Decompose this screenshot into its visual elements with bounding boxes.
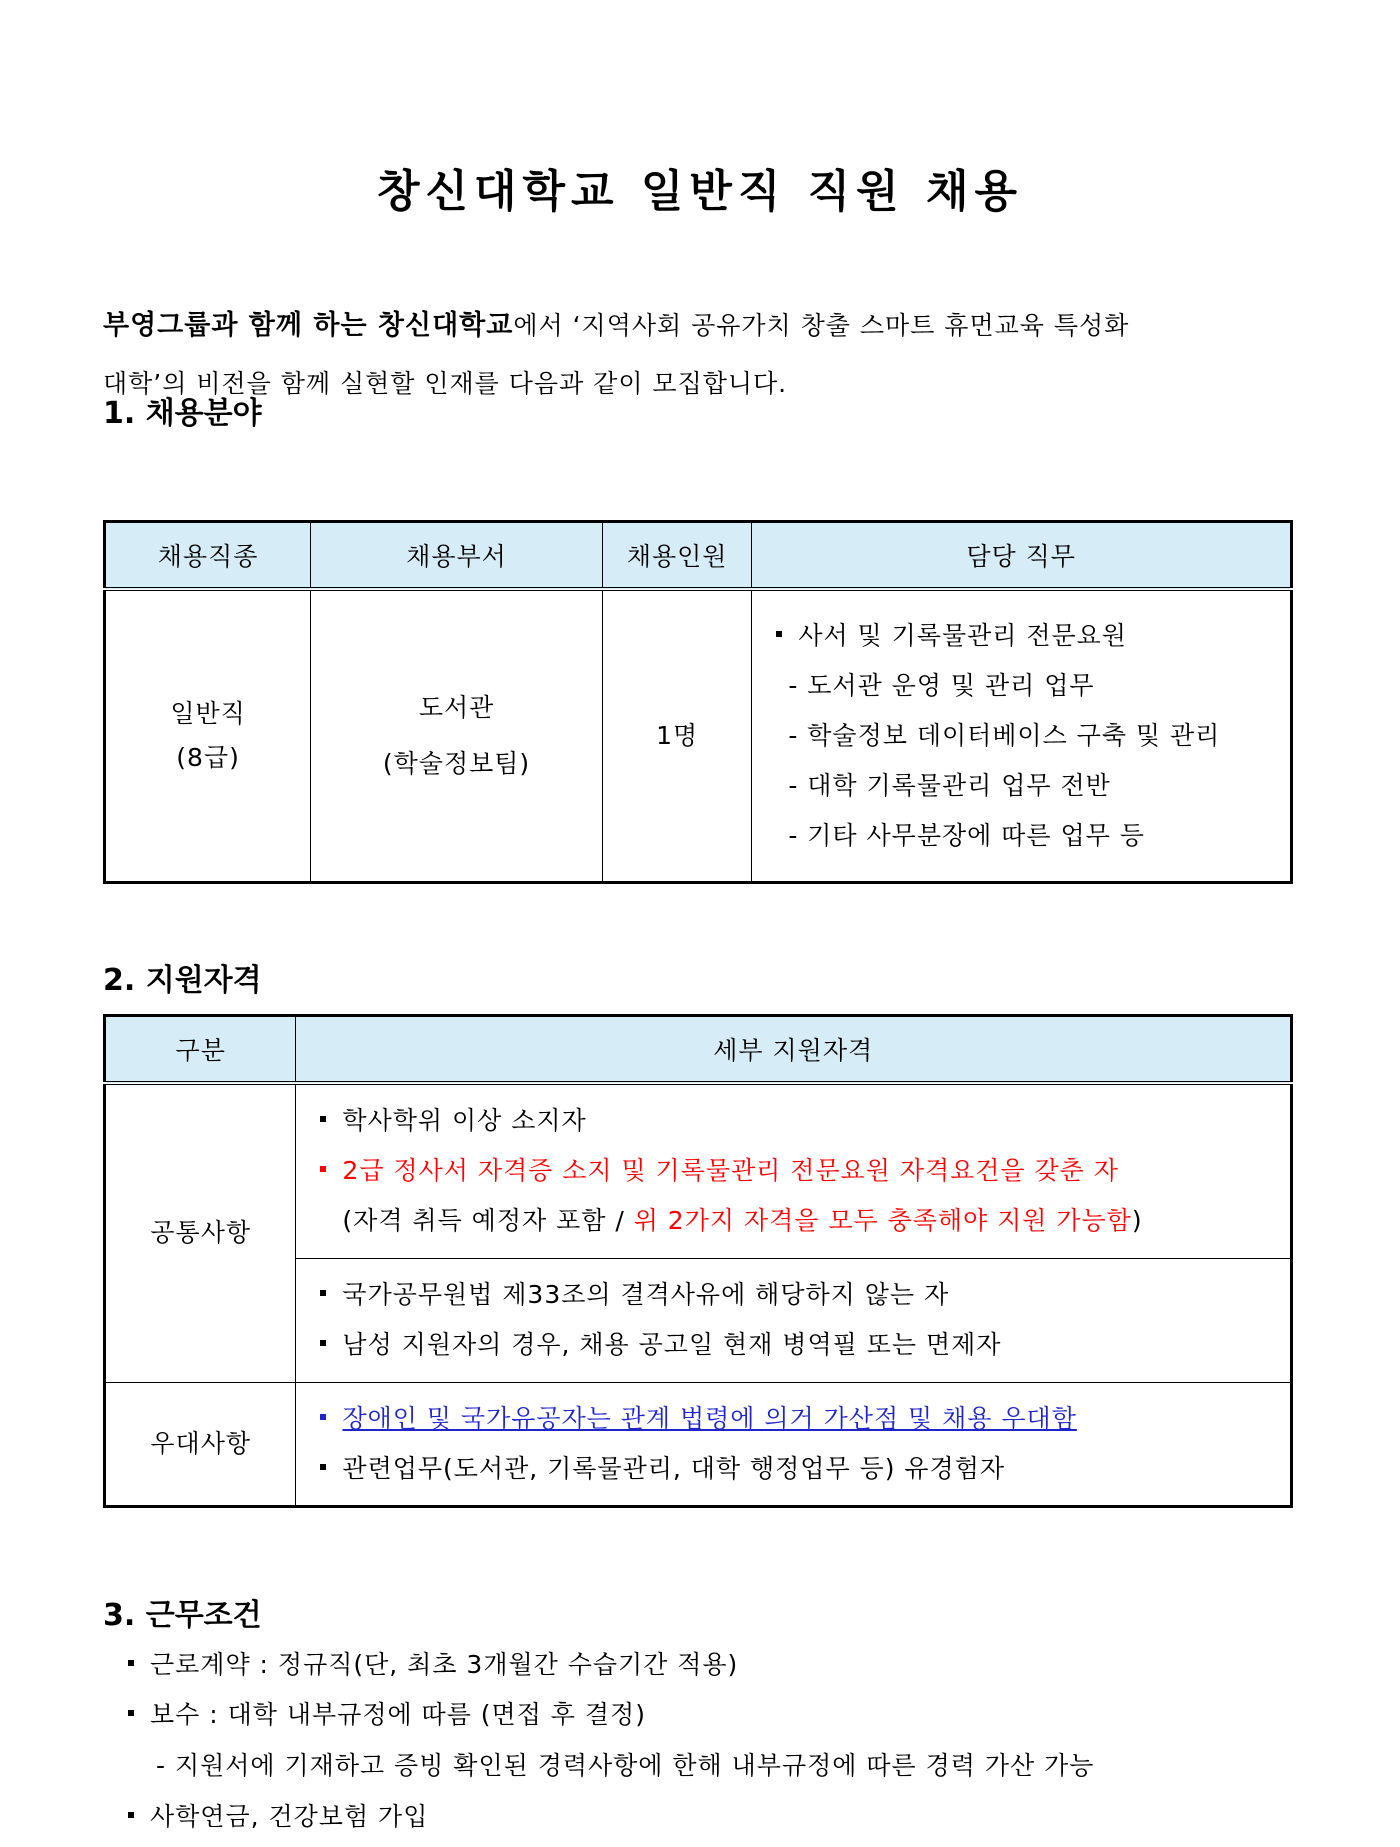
header-department: 채용부서 <box>311 522 603 590</box>
section-title-work-conditions: 3. 근무조건 <box>103 1598 262 1633</box>
table-header-row <box>105 1016 1292 1084</box>
condition-sub-item: - 지원서에 기재하고 증빙 확인된 경력사항에 한해 내부규정에 따른 경력 가산 가능 <box>156 1751 1095 1780</box>
bullet-icon <box>128 1710 134 1716</box>
header-detail: 세부 지원자격 <box>296 1016 1292 1084</box>
intro-text-1: 에서 ‘지역사회 공유가치 창출 스마트 휴먼교육 특성화 <box>513 311 1130 340</box>
qualifications-table <box>103 1014 1293 1508</box>
condition-item: 근로계약 : 정규직(단, 최초 3개월간 수습기간 적용) <box>128 1645 738 1681</box>
common-label: 공통사항 <box>105 1083 296 1382</box>
common-cell-a <box>296 1083 1292 1258</box>
table-header-row <box>105 522 1292 590</box>
bullet-icon <box>320 1166 326 1172</box>
job-type: 일반직 <box>170 698 246 728</box>
duty-item: - 기타 사무분장에 따른 업무 등 <box>788 820 1145 850</box>
preference-cell <box>296 1382 1292 1506</box>
condition-item: 보수 : 대학 내부규정에 따름 (면접 후 결정) <box>128 1695 646 1731</box>
table-row <box>105 1083 1292 1258</box>
section-title-qualifications: 2. 지원자격 <box>103 963 262 998</box>
duty-item: - 학술정보 데이터베이스 구축 및 관리 <box>788 720 1221 750</box>
list-item-highlight: 2급 정사서 자격증 소지 및 기록물관리 전문요원 자격요건을 갖춘 자 <box>320 1146 1289 1196</box>
job-grade: (8급) <box>176 742 240 772</box>
table-row <box>105 1382 1292 1506</box>
duty-item: - 도서관 운영 및 관리 업무 <box>788 670 1095 700</box>
common-cell-b <box>296 1258 1292 1382</box>
duty-cell <box>752 589 1292 882</box>
header-count: 채용인원 <box>602 522 751 590</box>
duty-title: 사서 및 기록물관리 전문요원 <box>776 611 1289 661</box>
bullet-icon <box>320 1464 326 1470</box>
list-item-link[interactable]: 장애인 및 국가유공자는 관계 법령에 의거 가산점 및 채용 우대함 <box>320 1394 1289 1444</box>
list-item: 남성 지원자의 경우, 채용 공고일 현재 병역필 또는 면제자 <box>320 1320 1289 1370</box>
department-cell <box>311 589 603 882</box>
list-item: 관련업무(도서관, 기록물관리, 대학 행정업무 등) 유경험자 <box>320 1444 1289 1494</box>
bullet-icon <box>128 1660 134 1666</box>
header-category: 구분 <box>105 1016 296 1084</box>
header-duty: 담당 직무 <box>752 522 1292 590</box>
bullet-icon <box>320 1116 326 1122</box>
recruitment-field-table <box>103 520 1293 884</box>
bullet-icon <box>776 631 782 637</box>
count-cell: 1명 <box>602 589 751 882</box>
condition-item: 사학연금, 건강보험 가입 <box>128 1797 428 1833</box>
intro-paragraph <box>103 297 1303 413</box>
list-item-note: (자격 취득 예정자 포함 / 위 2가지 자격을 모두 충족해야 지원 가능함) <box>342 1206 1143 1236</box>
duty-item: - 대학 기록물관리 업무 전반 <box>788 770 1111 800</box>
department-team: (학술정보팀) <box>382 748 531 778</box>
bullet-icon <box>320 1340 326 1346</box>
job-type-cell <box>105 589 311 882</box>
intro-text-2: 대학’의 비전을 함께 실현할 인재를 다음과 같이 모집합니다. <box>103 369 788 398</box>
table-row <box>105 589 1292 882</box>
intro-bold: 부영그룹과 함께 하는 창신대학교 <box>103 310 514 341</box>
bullet-icon <box>128 1812 134 1818</box>
list-item: 국가공무원법 제33조의 결격사유에 해당하지 않는 자 <box>320 1270 1289 1320</box>
bullet-icon <box>320 1414 326 1420</box>
section-title-recruitment-field: 1. 채용분야 <box>103 396 262 431</box>
bullet-icon <box>320 1290 326 1296</box>
preference-label: 우대사항 <box>105 1382 296 1506</box>
department: 도서관 <box>418 692 495 722</box>
page-title: 창신대학교 일반직 직원 채용 <box>376 166 1023 217</box>
list-item: 학사학위 이상 소지자 <box>320 1096 1289 1146</box>
header-job-type: 채용직종 <box>105 522 311 590</box>
